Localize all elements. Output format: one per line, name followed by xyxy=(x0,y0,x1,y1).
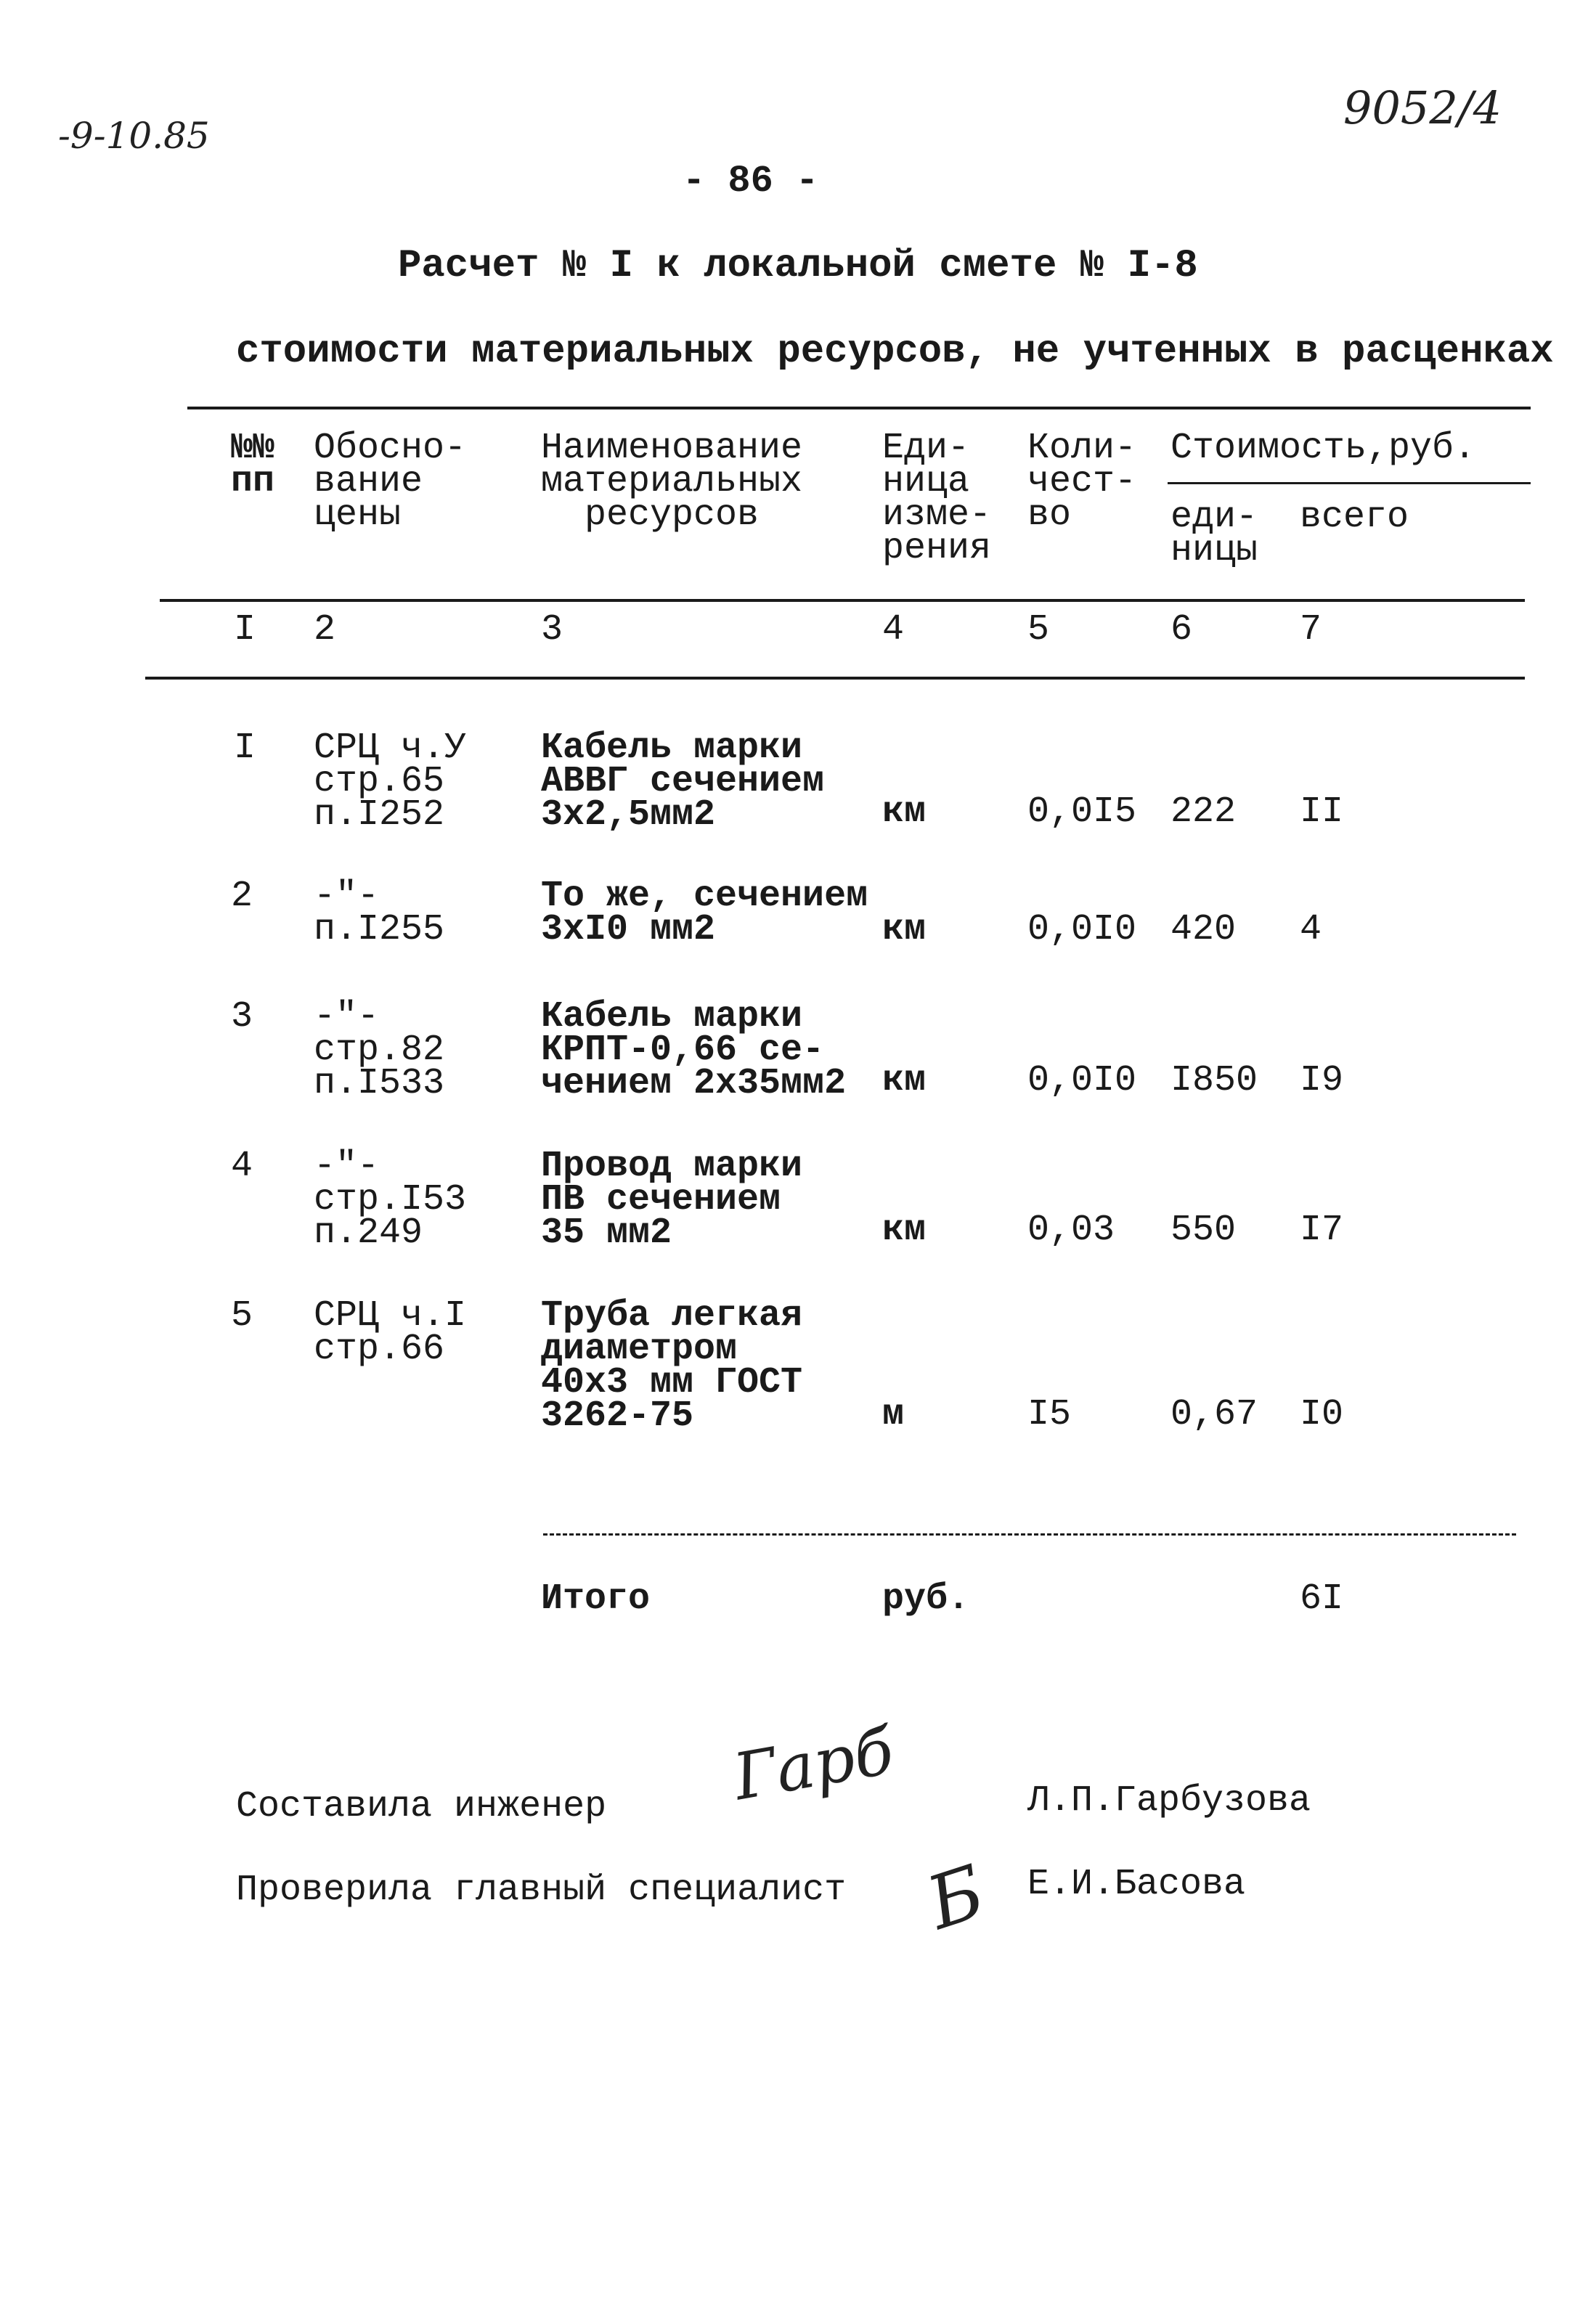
row-3-qty: 0,0I0 xyxy=(1027,1060,1137,1101)
row-2-basis: -"- п.I255 xyxy=(314,876,445,950)
header-cost: Стоимость,руб. xyxy=(1170,428,1476,469)
col-number-4: 4 xyxy=(882,609,905,651)
row-4-total: I7 xyxy=(1300,1210,1344,1251)
column-numbers-rule xyxy=(145,677,1525,680)
row-1-unit: км xyxy=(882,791,927,833)
row-1-num: I xyxy=(234,727,256,769)
col-number-3: 3 xyxy=(541,609,563,651)
row-1-qty: 0,0I5 xyxy=(1027,791,1137,833)
row-5-name: Труба легкая диаметром 40х3 мм ГОСТ 3262-75 xyxy=(541,1295,803,1437)
row-5-num: 5 xyxy=(231,1295,253,1337)
row-2-total: 4 xyxy=(1300,909,1322,950)
handwritten-date: -9-10.85 xyxy=(58,115,210,157)
signature-mark-2: Б xyxy=(917,1848,995,1946)
col-number-2: 2 xyxy=(314,609,336,651)
header-qty: Коли- чест- во xyxy=(1027,428,1137,536)
row-1-basis: СРЦ ч.У стр.65 п.I252 xyxy=(314,727,467,836)
col-number-1: I xyxy=(234,609,256,651)
row-3-total: I9 xyxy=(1300,1060,1344,1101)
row-4-basis: -"- стр.I53 п.249 xyxy=(314,1146,467,1254)
row-5-unit: м xyxy=(882,1394,905,1435)
signature-mark-1: Гарб xyxy=(728,1713,900,1815)
col-number-6: 6 xyxy=(1170,609,1193,651)
row-4-name: Провод марки ПВ сечением 35 мм2 xyxy=(541,1146,803,1254)
row-5-total: I0 xyxy=(1300,1394,1344,1435)
signature-name-1: Л.П.Гарбузова xyxy=(1027,1780,1311,1822)
row-1-price: 222 xyxy=(1170,791,1237,833)
row-2-qty: 0,0I0 xyxy=(1027,909,1137,950)
table-top-rule xyxy=(187,407,1531,409)
row-3-unit: км xyxy=(882,1060,927,1101)
page-title: Расчет № I к локальной смете № I-8 xyxy=(398,244,1198,288)
row-5-price: 0,67 xyxy=(1170,1394,1258,1435)
header-basis: Обосно- вание цены xyxy=(314,428,467,536)
header-num: №№ пп xyxy=(231,428,275,502)
row-3-price: I850 xyxy=(1170,1060,1258,1101)
row-3-name: Кабель марки КРПТ-0,66 се- чением 2х35мм2 xyxy=(541,996,847,1104)
header-unit: Еди- ница изме- рения xyxy=(882,428,992,569)
row-5-basis: СРЦ ч.I стр.66 xyxy=(314,1295,467,1370)
handwritten-doc-number: 9052/4 xyxy=(1343,81,1502,134)
row-2-name: То же, сечением 3хI0 мм2 xyxy=(541,876,868,950)
signature-role-1: Составила инженер xyxy=(236,1786,607,1827)
page-number: - 86 - xyxy=(683,160,819,203)
row-4-qty: 0,03 xyxy=(1027,1210,1115,1251)
total-separator xyxy=(543,1533,1516,1536)
total-unit: руб. xyxy=(882,1578,970,1620)
col-number-5: 5 xyxy=(1027,609,1050,651)
header-cost-total: всего xyxy=(1300,497,1409,538)
signature-role-2: Проверила главный специалист xyxy=(236,1870,847,1911)
header-bottom-rule xyxy=(160,599,1525,602)
row-4-price: 550 xyxy=(1170,1210,1237,1251)
total-value: 6I xyxy=(1300,1578,1344,1620)
row-2-unit: км xyxy=(882,909,927,950)
row-3-basis: -"- стр.82 п.I533 xyxy=(314,996,445,1104)
row-4-num: 4 xyxy=(231,1146,253,1187)
row-1-total: II xyxy=(1300,791,1344,833)
header-name: Наименование материальных ресурсов xyxy=(541,428,803,536)
col-number-7: 7 xyxy=(1300,609,1322,651)
row-5-qty: I5 xyxy=(1027,1394,1072,1435)
row-3-num: 3 xyxy=(231,996,253,1037)
row-2-price: 420 xyxy=(1170,909,1237,950)
row-4-unit: км xyxy=(882,1210,927,1251)
row-2-num: 2 xyxy=(231,876,253,917)
total-label: Итого xyxy=(541,1578,651,1620)
page-subtitle: стоимости материальных ресурсов, не учтенных в расценках xyxy=(236,330,1554,374)
cost-header-rule xyxy=(1168,482,1531,484)
header-cost-unit: еди- ницы xyxy=(1170,497,1258,571)
row-1-name: Кабель марки АВВГ сечением 3х2,5мм2 xyxy=(541,727,825,836)
signature-name-2: Е.И.Басова xyxy=(1027,1864,1246,1905)
